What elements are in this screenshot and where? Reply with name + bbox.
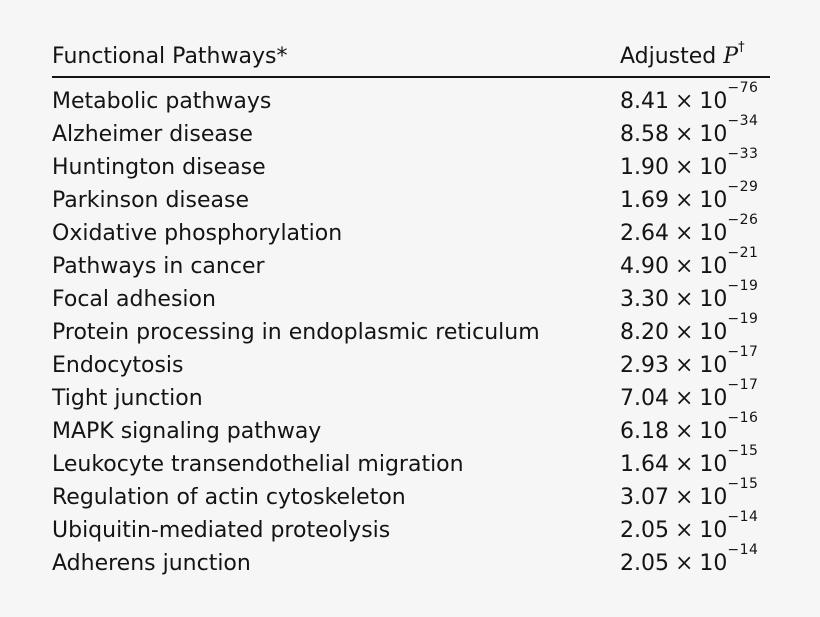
pathway-name: Tight junction xyxy=(52,386,203,411)
p-exponent: −34 xyxy=(727,113,759,129)
p-base: 10 xyxy=(699,122,728,147)
p-mantissa: 8.58 xyxy=(620,122,669,147)
p-exponent: −17 xyxy=(727,344,759,360)
pathway-name: Oxidative phosphorylation xyxy=(52,221,343,246)
p-exponent: −26 xyxy=(727,212,759,228)
table-header xyxy=(52,38,770,76)
table-row xyxy=(52,476,770,516)
times-symbol: × xyxy=(674,452,694,477)
p-exponent: −17 xyxy=(727,377,759,393)
p-exponent: −33 xyxy=(727,146,759,162)
p-base: 10 xyxy=(699,419,728,444)
p-exponent: −15 xyxy=(727,476,759,492)
pathway-name: Leukocyte transendothelial migration xyxy=(52,452,464,477)
pathway-name: Pathways in cancer xyxy=(52,254,265,279)
pathway-name: Huntington disease xyxy=(52,155,266,180)
times-symbol: × xyxy=(674,188,694,213)
p-exponent: −14 xyxy=(727,509,759,525)
p-mantissa: 8.20 xyxy=(620,320,669,345)
adjusted-p-value xyxy=(620,212,759,246)
p-base: 10 xyxy=(699,221,728,246)
pathway-name: Alzheimer disease xyxy=(52,122,253,147)
pathway-name: Regulation of actin cytoskeleton xyxy=(52,485,406,510)
table-row xyxy=(52,311,770,351)
header-adjusted-label: Adjusted xyxy=(620,44,724,69)
p-mantissa: 1.69 xyxy=(620,188,669,213)
times-symbol: × xyxy=(674,254,694,279)
adjusted-p-value xyxy=(620,179,759,213)
p-exponent: −16 xyxy=(727,410,759,426)
pathway-name: Metabolic pathways xyxy=(52,89,272,114)
pathway-table xyxy=(52,38,770,582)
times-symbol: × xyxy=(674,419,694,444)
times-symbol: × xyxy=(674,155,694,180)
p-mantissa: 6.18 xyxy=(620,419,669,444)
p-base: 10 xyxy=(699,188,728,213)
p-exponent: −15 xyxy=(727,443,759,459)
adjusted-p-value xyxy=(620,410,759,444)
p-base: 10 xyxy=(699,386,728,411)
pathway-name: Ubiquitin-mediated proteolysis xyxy=(52,518,391,543)
pathway-name: Adherens junction xyxy=(52,551,251,576)
p-exponent: −29 xyxy=(727,179,759,195)
p-mantissa: 3.30 xyxy=(620,287,669,312)
p-base: 10 xyxy=(699,353,728,378)
table-row xyxy=(52,113,770,153)
times-symbol: × xyxy=(674,89,694,114)
adjusted-p-value xyxy=(620,146,759,180)
adjusted-p-value xyxy=(620,443,759,477)
times-symbol: × xyxy=(674,221,694,246)
adjusted-p-value xyxy=(620,278,759,312)
p-mantissa: 1.90 xyxy=(620,155,669,180)
times-symbol: × xyxy=(674,386,694,411)
pathway-name: Protein processing in endoplasmic reticulum xyxy=(52,320,540,345)
p-mantissa: 1.64 xyxy=(620,452,669,477)
table-row xyxy=(52,410,770,450)
p-exponent: −14 xyxy=(727,542,759,558)
table-row xyxy=(52,179,770,219)
p-mantissa: 3.07 xyxy=(620,485,669,510)
table-row xyxy=(52,377,770,417)
p-base: 10 xyxy=(699,485,728,510)
pathway-name: MAPK signaling pathway xyxy=(52,419,322,444)
table-row xyxy=(52,80,770,120)
pathway-name: Focal adhesion xyxy=(52,287,216,312)
adjusted-p-value xyxy=(620,80,759,114)
table-row xyxy=(52,212,770,252)
adjusted-p-value xyxy=(620,344,759,378)
table-row xyxy=(52,146,770,186)
header-functional-pathways: Functional Pathways* xyxy=(52,44,288,69)
adjusted-p-value xyxy=(620,509,759,543)
p-base: 10 xyxy=(699,287,728,312)
p-mantissa: 8.41 xyxy=(620,89,669,114)
table-row xyxy=(52,278,770,318)
p-mantissa: 2.05 xyxy=(620,518,669,543)
p-mantissa: 7.04 xyxy=(620,386,669,411)
adjusted-p-value xyxy=(620,476,759,510)
p-base: 10 xyxy=(699,518,728,543)
p-mantissa: 2.93 xyxy=(620,353,669,378)
adjusted-p-value xyxy=(620,542,759,576)
header-rule xyxy=(52,76,770,78)
table-row xyxy=(52,245,770,285)
header-p-letter: P xyxy=(723,44,739,69)
pathway-name: Endocytosis xyxy=(52,353,184,378)
table-row xyxy=(52,509,770,549)
p-exponent: −21 xyxy=(727,245,759,261)
adjusted-p-value xyxy=(620,245,759,279)
times-symbol: × xyxy=(674,320,694,345)
p-exponent: −19 xyxy=(727,311,759,327)
p-base: 10 xyxy=(699,89,728,114)
p-exponent: −76 xyxy=(727,80,759,96)
table-row xyxy=(52,344,770,384)
p-base: 10 xyxy=(699,155,728,180)
p-base: 10 xyxy=(699,254,728,279)
times-symbol: × xyxy=(674,518,694,543)
pathway-name: Parkinson disease xyxy=(52,188,250,213)
times-symbol: × xyxy=(674,122,694,147)
p-base: 10 xyxy=(699,551,728,576)
p-mantissa: 2.05 xyxy=(620,551,669,576)
p-base: 10 xyxy=(699,452,728,477)
header-adjusted-p xyxy=(620,40,745,69)
table-row xyxy=(52,443,770,483)
table-body xyxy=(52,80,770,582)
adjusted-p-value xyxy=(620,377,759,411)
p-mantissa: 4.90 xyxy=(620,254,669,279)
p-mantissa: 2.64 xyxy=(620,221,669,246)
p-exponent: −19 xyxy=(727,278,759,294)
p-base: 10 xyxy=(699,320,728,345)
times-symbol: × xyxy=(674,485,694,510)
table-row xyxy=(52,542,770,582)
times-symbol: × xyxy=(674,551,694,576)
times-symbol: × xyxy=(674,287,694,312)
times-symbol: × xyxy=(674,353,694,378)
header-dagger: † xyxy=(738,40,745,55)
adjusted-p-value xyxy=(620,113,759,147)
adjusted-p-value xyxy=(620,311,759,345)
